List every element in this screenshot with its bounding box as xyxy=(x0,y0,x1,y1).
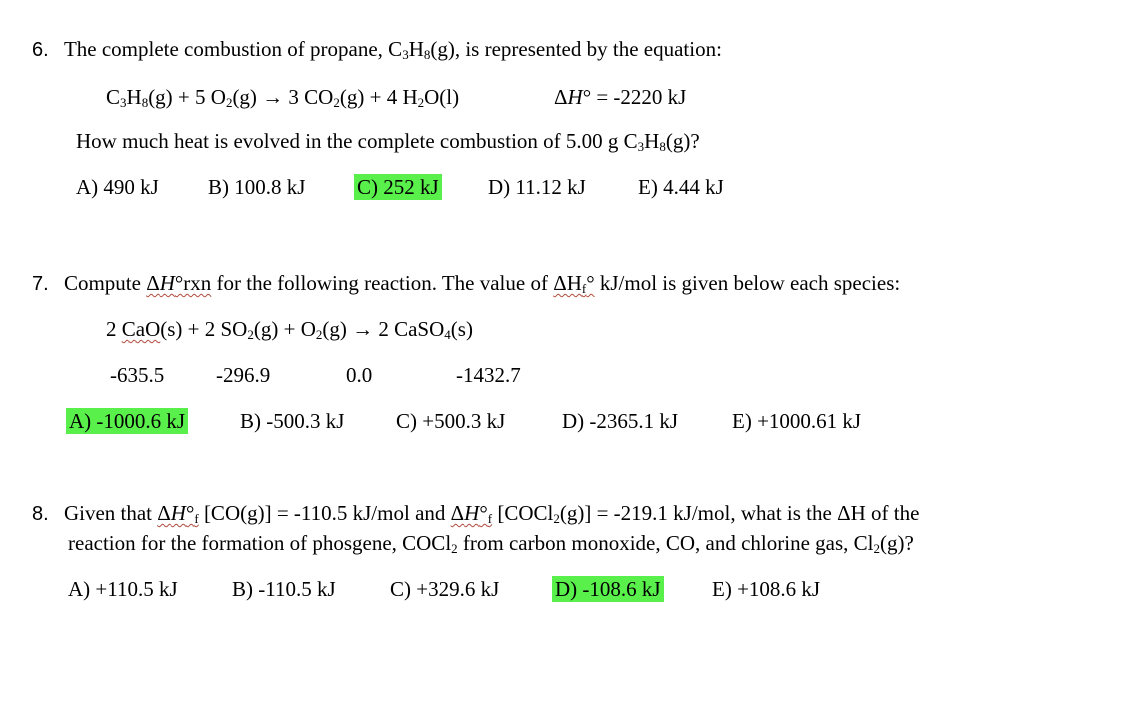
species-value-caso4: -1432.7 xyxy=(456,363,521,387)
question-6-equation: $C_3H_8(g) + 5$ $O_2(g) \to 3$ $CO_2(g) + 4$ $H_2O(l)$ xyxy=(106,85,460,110)
option-6a[interactable]: A) 490 kJ xyxy=(76,175,159,199)
question-7-number: 7. xyxy=(32,273,49,295)
option-7c[interactable]: C) +500.3 kJ xyxy=(396,409,506,433)
option-7d[interactable]: D) -2365.1 kJ xyxy=(562,409,679,433)
question-6-number: 6. xyxy=(32,39,49,61)
option-6b[interactable]: B) 100.8 kJ xyxy=(208,175,306,199)
species-value-cao: -635.5 xyxy=(110,363,165,387)
option-8e[interactable]: E) +108.6 kJ xyxy=(712,577,821,601)
question-6-prompt: 6. The complete combustion of propane, $C_3H_8(g)$, is represented by the equation: xyxy=(32,37,722,62)
question-7-equation: 2 CaO(s) + 2 $SO_2(g) + O_2(g) \to 2$ CaSO$_4$(s) xyxy=(106,317,473,342)
question-7-prompt: 7. Compute ΔH°rxn for the following reaction. The value of $\Delta H_f^\circ$ kJ/mol is given below each species: xyxy=(32,271,901,296)
option-8d-highlighted[interactable]: D) -108.6 kJ xyxy=(552,576,664,602)
option-6e[interactable]: E) 4.44 kJ xyxy=(638,175,724,199)
question-6-subquestion: How much heat is evolved in the complete combustion of 5.00 g $C_3H_8(g)$? xyxy=(76,129,700,154)
question-6-enthalpy: ΔH° = -2220 kJ xyxy=(554,85,687,109)
option-8b[interactable]: B) -110.5 kJ xyxy=(232,577,336,601)
question-8-number: 8. xyxy=(32,503,49,525)
question-8-prompt-line1: 8. Given that $\Delta H^\circ_f$ [CO(g)] = -110.5 kJ/mol and $\Delta H^\circ_f$ [COCl$_2$(g)] = -219.1 kJ/mol, what is the ΔH of the xyxy=(32,501,920,526)
option-8c[interactable]: C) +329.6 kJ xyxy=(390,577,500,601)
option-7b[interactable]: B) -500.3 kJ xyxy=(240,409,345,433)
question-8-prompt-line2: reaction for the formation of phosgene, COCl$_2$ from carbon monoxide, CO, and chlorine gas, $Cl_2(g)$? xyxy=(68,531,914,556)
option-6d[interactable]: D) 11.12 kJ xyxy=(488,175,586,199)
species-value-o2: 0.0 xyxy=(346,363,373,387)
species-value-so2: -296.9 xyxy=(216,363,271,387)
option-8a[interactable]: A) +110.5 kJ xyxy=(68,577,178,601)
option-6c-highlighted[interactable]: C) 252 kJ xyxy=(354,174,442,200)
option-7a-highlighted[interactable]: A) -1000.6 kJ xyxy=(66,408,188,434)
option-7e[interactable]: E) +1000.61 kJ xyxy=(732,409,862,433)
